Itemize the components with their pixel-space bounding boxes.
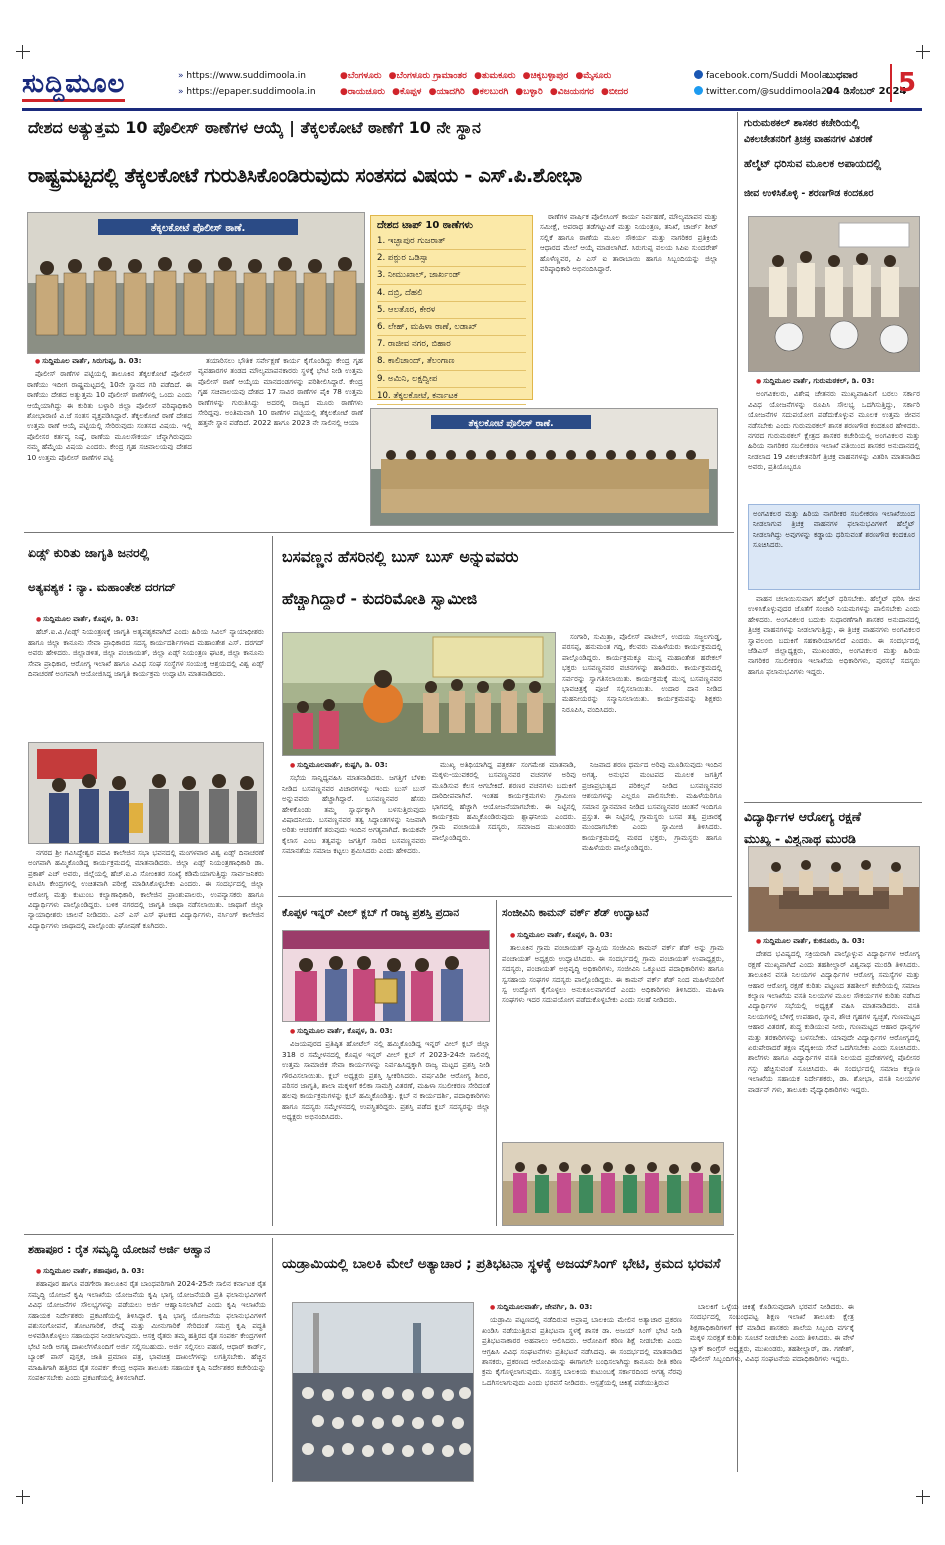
right1-headline-2: ಜೀವ ಉಳಿಸಿಕೊಳ್ಳಿ - ಶರಣಗೌಡ ಕಂದಕೂರ bbox=[744, 188, 874, 199]
right2-headline-1: ವಿದ್ಯಾರ್ಥಿಗಳ ಆರೋಗ್ಯ ರಕ್ಷಣೆ bbox=[744, 809, 861, 824]
sanjeevini-headline: ಸಂಜೀವಿನಿ ಕಾಮನ್ ವರ್ಕ್ ಶೆಡ್ ಉದ್ಘಾಟನೆ bbox=[502, 907, 649, 919]
police-lineup-illustration bbox=[371, 409, 718, 526]
koppal-body: ● ಸುದ್ದಿಮೂಲ ವಾರ್ತೆ, ಕೊಪ್ಪಳ, ಡಿ. 03: ವಿಜಯಪುರದ ಪ್ರತಿಷ್ಠಿತ ಹೋಟೆಲ್ ನಲ್ಲಿ ಹಮ್ಮಿಕೊಂಡಿದ್ದ ಇನ್ನರ್ ವೀಲ್ ಕ್ಲಬ್ ಜಿಲ್ಲಾ 318 ರ ಸಮ್ಮೇಳನದಲ್ಲಿ ಕೊಪ್ಪಳ ಇನ್ನರ್ ವೀಲ್ ಕ್ಲಬ್ ಗೆ 2023-24ನೇ ಸಾಲಿನಲ್ಲಿ ಉತ್ತಮ ಸಾಮಾಜಿಕ ಸೇವಾ ಕಾರ್ಯಗಳನ್ನು ನಿರ್ವಹಿಸಿದ್ದಕ್ಕಾಗಿ ರಾಜ್ಯ ಮಟ್ಟದ ಪ್ರಶಸ್ತಿ ನೀಡಿ ಗೌರವಿಸಲಾಯಿತು. ಕ್ಲಬ್ ಅಧ್ಯಕ್ಷರು ಪ್ರಶಸ್ತಿ ಸ್ವೀಕರಿಸಿದರು. ವರ್ಷವಿಡೀ ಆರೋಗ್ಯ ಶಿಬಿರ, ಪರಿಸರ ಜಾಗೃತಿ, ಶಾಲಾ ಮಕ್ಕಳಿಗೆ ಕಲಿಕಾ ಸಾಮಗ್ರಿ ವಿತರಣೆ, ಮಹಿಳಾ ಸಬಲೀಕರಣ ಸೇರಿದಂತೆ ಹಲವು ಕಾರ್ಯಕ್ರಮಗಳನ್ನು ಕ್ಲಬ್ ಹಮ್ಮಿಕೊಂಡಿತ್ತು. ಕ್ಲಬ್ ನ ಕಾರ್ಯದರ್ಶಿ, ಪದಾಧಿಕಾರಿಗಳು ಹಾಗೂ ಸದಸ್ಯರು ಸಮ್ಮೇಳನದಲ್ಲಿ ಉಪಸ್ಥಿತರಿದ್ದರು. ಪ್ರಶಸ್ತಿ ಪಡೆದ ಕ್ಲಬ್ ಸದಸ್ಯರನ್ನು ಜಿಲ್ಲಾ ಅಧ್ಯಕ್ಷರು ಅಭಿನಂದಿಸಿದರು. bbox=[282, 1026, 490, 1226]
sanjeevini-workshed-photo bbox=[502, 1142, 724, 1226]
protest-crowd-illustration bbox=[293, 1303, 474, 1482]
award-ceremony-illustration bbox=[283, 931, 490, 1022]
city-item: ●ವಿಜಯನಗರ bbox=[549, 87, 594, 97]
basava-headline-2: ಹೆಚ್ಚಾಗಿದ್ದಾರೆ - ಕುದರಿಮೋತಿ ಸ್ವಾಮೀಜಿ bbox=[282, 590, 478, 608]
list-item: 9. ಅಮಿನಿ, ಲಕ್ಷದ್ವೀಪ bbox=[377, 371, 526, 388]
right2-body: ● ಸುದ್ದಿಮೂಲ ವಾರ್ತೆ, ಕುಕನೂರು, ಡಿ. 03: ದೇಶದ ಭವಿಷ್ಯದಲ್ಲಿ ಸಕ್ರಿಯರಾಗಿ ಪಾಲ್ಗೊಳ್ಳುವ ವಿದ್ಯಾರ್ಥಿಗಳ ಆರೋಗ್ಯ ರಕ್ಷಣೆ ಮುಖ್ಯವಾಗಿದೆ ಎಂದು ತಹಶೀಲ್ದಾರ್ ವಿಶ್ವನಾಥ ಮುರಡಿ ತಿಳಿಸಿದರು. ತಾಲೂಕಿನ ವಸತಿ ನಿಲಯಗಳ ವಿದ್ಯಾರ್ಥಿಗಳ ಆರೋಗ್ಯ ಸಮಸ್ಯೆಗಳ ಮತ್ತು ಆಹಾರ ಆರೋಗ್ಯ ರಕ್ಷಣೆ ಕುರಿತು ಪಟ್ಟಣದ ತಹಶೀಲ್ ಕಚೇರಿಯಲ್ಲಿ ಸಮಾಜ ಕಲ್ಯಾಣ ಇಲಾಖೆಯ ವಸತಿ ನಿಲಯಗಳ ಮೂಲ ಸೌಕರ್ಯಗಳ ಕುರಿತು ನಡೆಸಿದ ವಿದ್ಯಾರ್ಥಿಗಳ ಸಭೆಯಲ್ಲಿ ಅಧ್ಯಕ್ಷತೆ ವಹಿಸಿ ಮಾತನಾಡಿದರು. ವಸತಿ ನಿಲಯಗಳಲ್ಲಿ ಬೆಳಿಗ್ಗೆ ಉಪಹಾರ, ಸ್ನಾನ, ಶೌಚ ಗೃಹಗಳ ಸ್ವಚ್ಛತೆ, ಗುಣಮಟ್ಟದ ಆಹಾರ ವಿತರಣೆ, ಶುದ್ಧ ಕುಡಿಯುವ ನೀರು, ಗುಣಮಟ್ಟದ ಆಹಾರ ಧಾನ್ಯಗಳ ಮತ್ತು ತರಕಾರಿಗಳನ್ನು ಬಳಸಬೇಕು. ಯಾವುದೇ ವಿದ್ಯಾರ್ಥಿಗಳ ಆರೋಗ್ಯದಲ್ಲಿ ಏರುಪೇರಾದರೆ ತಕ್ಷಣ ವೈದ್ಯಕೀಯ ಸೇವೆ ಒದಗಿಸಬೇಕು ಎಂದು ಸೂಚಿಸಿದರು. ಶಾಲೆಗಳು ಹಾಗೂ ವಿದ್ಯಾರ್ಥಿಗಳ ವಸತಿ ನಿಲಯದ ಪ್ರದೇಶಗಳಲ್ಲಿ ಪೊಲೀಸರ ಗಸ್ತು ಹೆಚ್ಚಿಸುವಂತೆ ಸೂಚಿಸಿದರು. ಈ ಸಂದರ್ಭದಲ್ಲಿ ಸಮಾಜ ಕಲ್ಯಾಣ ಇಲಾಖೆಯ ಸಹಾಯಕ ನಿರ್ದೇಶಕರು, ಡಾ. ಶೋಭಾ, ವಸತಿ ನಿಲಯಗಳ ವಾರ್ಡನ್ ಗಳು, ತಾಲೂಕು ವೈದ್ಯಾಧಿಕಾರಿಗಳು ಇದ್ದರು. bbox=[748, 936, 920, 1234]
city-item: ●ಬೆಂಗಳೂರು ಗ್ರಾಮಾಂತರ bbox=[388, 71, 467, 81]
tricycle-illustration bbox=[749, 217, 920, 372]
column-divider-middle bbox=[496, 900, 497, 1226]
helmet-highlight-box: ಅಂಗವಿಕಲರ ಮತ್ತು ಹಿರಿಯ ನಾಗರೀಕರ ಸಬಲೀಕರಣ ಇಲಾಖೆಯಿಂದ ನೀಡಲಾಗುವ ತ್ರಿಚಕ್ರ ವಾಹನಗಳ ಫಲಾನುಭವಿಗಳಿಗೆ ಹೆಲ್ಮೆಟ್ ನೀಡಲಾಗಿದ್ದು ಅವುಗಳನ್ನು ಕಡ್ಡಾಯ ಧರಿಸುವಂತೆ ಶರಣಗೌಡ ಕಂದಕೂರ ಸೂಚಿಸಿದರು. bbox=[748, 504, 920, 590]
right1-headline-1: ಹೆಲ್ಮೆಟ್ ಧರಿಸುವ ಮೂಲಕ ಅಪಾಯದಲ್ಲಿ bbox=[744, 158, 882, 170]
issue-day: ಬುಧವಾರ bbox=[826, 70, 858, 81]
right1-kicker: ಗುರುಮಠಕಲ್ ಶಾಸಕರ ಕಚೇರಿಯಲ್ಲಿ bbox=[744, 118, 860, 129]
lead-column-1: ● ಸುದ್ದಿಮೂಲ ವಾರ್ತೆ, ಸಿರುಗುಪ್ಪ, ಡಿ. 03: ಪೊಲೀಸ್ ಠಾಣೆಗಳ ಪಟ್ಟಿಯಲ್ಲಿ ತಾಲೂಕಿನ ತೆಕ್ಕಲಕೋಟೆ ಪೊಲೀಸ್ ಠಾಣೆಯು ಇದೀಗ ರಾಷ್ಟ್ರಮಟ್ಟದಲ್ಲಿ 10ನೇ ಸ್ಥಾನದ ಗರಿ ಪಡೆದಿದೆ. ಈ ಠಾಣೆಯು ದೇಶದ ಅತ್ಯುತ್ತಮ 10 ಪೊಲೀಸ್ ಠಾಣೆಗಳಲ್ಲಿ ಒಂದು ಎಂದು ಆಯ್ಕೆಯಾಗಿದ್ದು ಈ ಕುರಿತು ಬಳ್ಳಾರಿ ಜಿಲ್ಲಾ ಪೊಲೀಸ್ ವರಿಷ್ಠಾಧಿಕಾರಿ ಶೋಭಾರಾಣಿ ವಿ.ಜೆ ಸಂತಸ ವ್ಯಕ್ತಪಡಿಸಿದ್ದಾರೆ. ತೆಕ್ಕಲಕೋಟೆ ಠಾಣೆ ದೇಶದ ಉತ್ತಮ ಠಾಣೆ ಆಯ್ಕೆ ಪಟ್ಟಿಯಲ್ಲಿ ಸೇರಿರುವುದು ಸಂತಸದ ವಿಷಯ. ಇಲ್ಲಿ ಪೊಲೀಸರ ಕರ್ತವ್ಯ ನಿಷ್ಠೆ, ಠಾಣೆಯ ಮೂಲಸೌಕರ್ಯ ಚೆನ್ನಾಗಿರುವುದು ನಮ್ಮ ಹೆಮ್ಮೆಯ ವಿಷಯ ಎಂದರು. ಕೇಂದ್ರ ಗೃಹ ಸಚಿವಾಲಯವು ದೇಶದ 10 ಉತ್ತಮ ಪೊಲೀಸ್ ಠಾಣೆಗಳ ಪಟ್ಟಿ bbox=[27, 356, 192, 526]
city-item: ●ಬೀದರ bbox=[601, 87, 629, 97]
column-divider-left bbox=[272, 536, 273, 1226]
aids-event-illustration bbox=[29, 743, 264, 844]
police-station-photo-1 bbox=[27, 212, 365, 354]
twitter-link[interactable]: twitter.com/@suddimoola22 bbox=[694, 84, 833, 100]
social-links bbox=[694, 68, 833, 100]
masthead-rule bbox=[22, 108, 922, 111]
koppal-headline: ಕೊಪ್ಪಳ ಇನ್ನರ್ ವೀಲ್ ಕ್ಲಬ್ ಗೆ ರಾಜ್ಯ ಪ್ರಶಸ್ತಿ ಪ್ರದಾನ bbox=[282, 907, 460, 919]
list-item: 5. ಆಲತೊರ, ಕೇರಳ bbox=[377, 302, 526, 319]
epaper-link[interactable]: » https://epaper.suddimoola.in bbox=[178, 84, 316, 100]
right1-byline: ● ಸುದ್ದಿಮೂಲ ವಾರ್ತೆ, ಗುರುಮಠಕಲ್, ಡಿ. 03: bbox=[756, 376, 874, 385]
lead-byline: ● ಸುದ್ದಿಮೂಲ ವಾರ್ತೆ, ಸಿರುಗುಪ್ಪ, ಡಿ. 03: bbox=[35, 356, 142, 365]
aids-headline-2: ಅತ್ಯವಶ್ಯಕ : ನ್ಯಾ. ಮಹಾಂತೇಶ ದರಗದ್ bbox=[28, 580, 176, 594]
list-item: 8. ಕಾಲಿಚಾಂದ್, ತೆಲಂಗಾಣ bbox=[377, 353, 526, 370]
list-item: 4. ದಬ್ರಿ, ದೆಹಲಿ bbox=[377, 285, 526, 302]
innerwheel-award-photo bbox=[282, 930, 490, 1022]
right2-byline: ● ಸುದ್ದಿಮೂಲ ವಾರ್ತೆ, ಕುಕನೂರು, ಡಿ. 03: bbox=[756, 936, 865, 945]
aids-body: ● ಸುದ್ದಿಮೂಲ ವಾರ್ತೆ, ಕೊಪ್ಪಳ, ಡಿ. 03: ಹೆಚ್.ಐ.ವಿ./ಏಡ್ಸ್ ನಿಯಂತ್ರಣಕ್ಕೆ ಜಾಗೃತಿ ಅತ್ಯವಶ್ಯಕವಾಗಿದೆ ಎಂದು ಹಿರಿಯ ಸಿವಿಲ್ ನ್ಯಾಯಾಧೀಶರು ಹಾಗೂ ಜಿಲ್ಲಾ ಕಾನೂನು ಸೇವಾ ಪ್ರಾಧಿಕಾರದ ಸದಸ್ಯ ಕಾರ್ಯದರ್ಶಿಗಳಾದ ಮಹಾಂತೇಶ ಎಸ್. ದರಗದ್ ಅವರು ಹೇಳಿದರು. ಜಿಲ್ಲಾಡಳಿತ, ಜಿಲ್ಲಾ ಪಂಚಾಯತ್, ಜಿಲ್ಲಾ ಏಡ್ಸ್ ನಿಯಂತ್ರಣ ಘಟಕ, ಜಿಲ್ಲಾ ಕಾನೂನು ಸೇವಾ ಪ್ರಾಧಿಕಾರ, ಆರೋಗ್ಯ ಇಲಾಖೆ ಹಾಗೂ ವಿವಿಧ ಸಂಘ ಸಂಸ್ಥೆಗಳ ಸಂಯುಕ್ತ ಆಶ್ರಯದಲ್ಲಿ ವಿಶ್ವ ಏಡ್ಸ್ ದಿನಾಚರಣೆ ಅಂಗವಾಗಿ ಆಯೋಜಿಸಿದ್ದ ಜಾಗೃತಿ ಕಾರ್ಯಕ್ರಮ ಉದ್ಘಾಟಿಸಿ ಮಾತನಾಡಿದರು. bbox=[28, 614, 264, 740]
lead-bottom-divider bbox=[24, 532, 734, 533]
top10-list bbox=[377, 233, 526, 405]
right-divider-1 bbox=[744, 802, 922, 803]
basava-byline: ● ಸುದ್ದಿಮೂಲವಾರ್ತೆ, ಕುಷ್ಟಗಿ, ಡಿ. 03: bbox=[290, 760, 388, 769]
sanjeevini-byline: ● ಸುದ್ದಿಮೂಲ ವಾರ್ತೆ, ಕೊಪ್ಪಳ, ಡಿ. 03: bbox=[510, 930, 612, 939]
city-item: ●ಬಳ್ಳಾರಿ bbox=[515, 87, 543, 97]
police-group-illustration bbox=[28, 213, 365, 354]
city-item: ●ರಾಯಚೂರು bbox=[340, 87, 385, 97]
city-item: ●ತುಮಕೂರು bbox=[474, 71, 516, 81]
program-stage-illustration bbox=[283, 633, 556, 756]
basava-column-b: ಮುಖ್ಯ ಅತಿಥಿಯಾಗಿದ್ದ ಪತ್ರಕರ್ತ ಸಂಗಮೇಶ ಮಾತನಾಡಿ, ಮಕ್ಕಳು-ಯುವಕರಲ್ಲಿ ಬಸವಣ್ಣನವರ ವಚನಗಳ ಅರಿವು ಮೂಡಿಸುವ ಕೆಲಸ ಆಗಬೇಕಿದೆ. ಶರಣರ ವಚನಗಳು ಬದುಕಿಗೆ ದಾರಿದೀಪವಾಗಿವೆ. ಇಂತಹ ಕಾರ್ಯಕ್ರಮಗಳು ಗ್ರಾಮೀಣ ಭಾಗದಲ್ಲಿ ಹೆಚ್ಚಾಗಿ ಆಯೋಜನೆಯಾಗಬೇಕು. ಈ ನಿಟ್ಟಿನಲ್ಲಿ ಕಾರ್ಯಕ್ರಮ ಹಮ್ಮಿಕೊಂಡಿರುವುದು ಶ್ಲಾಘನೀಯ ಎಂದರು. ಗ್ರಾಮ ಪಂಚಾಯತಿ ಸದಸ್ಯರು, ಸಮಾಜದ ಮುಖಂಡರು ಪಾಲ್ಗೊಂಡಿದ್ದರು. bbox=[432, 760, 576, 842]
edition-cities bbox=[340, 68, 680, 100]
lead-kicker: ದೇಶದ ಅತ್ಯುತ್ತಮ 10 ಪೊಲೀಸ್ ಠಾಣೆಗಳ ಆಯ್ಕೆ | ತೆಕ್ಕಲಕೋಟೆ ಠಾಣೆಗೆ 10 ನೇ ಸ್ಥಾನ bbox=[28, 118, 481, 137]
list-item: 7. ರಾಜೀವ ನಗರ, ಬಿಹಾರ bbox=[377, 336, 526, 353]
column-divider-bottom bbox=[272, 1238, 273, 1482]
list-item: 6. ಲೇಹ್, ಮಹಿಳಾ ಠಾಣೆ, ಲಡಾಖ್ bbox=[377, 319, 526, 336]
city-item: ●ಮೈಸೂರು bbox=[575, 71, 612, 81]
right1-body: ● ಸುದ್ದಿಮೂಲ ವಾರ್ತೆ, ಗುರುಮಠಕಲ್, ಡಿ. 03: ಅಂಗವಿಕಲರು, ವಿಶೇಷ ಚೇತನರು ಮುಖ್ಯವಾಹಿನಿಗೆ ಬರಲು ಸರ್ಕಾರ ವಿವಿಧ ಯೋಜನೆಗಳನ್ನು ರೂಪಿಸಿ ಸೌಲಭ್ಯ ಒದಗಿಸುತ್ತಿದ್ದು, ಸರ್ಕಾರಿ ಯೋಜನೆಗಳ ಸದುಪಯೋಗ ಪಡೆದುಕೊಳ್ಳುವ ಮೂಲಕ ಉತ್ತಮ ಜೀವನ ನಡೆಸಬೇಕು ಎಂದು ಗುರುಮಠಕಲ್ ಶಾಸಕ ಶರಣಗೌಡ ಕಂದಕೂರ ಹೇಳಿದರು. ನಗರದ ಗುರುಮಠಕಲ್ ಕ್ಷೇತ್ರದ ಶಾಸಕರ ಕಚೇರಿಯಲ್ಲಿ ಅಂಗವಿಕಲರ ಮತ್ತು ಹಿರಿಯ ನಾಗರಿಕರ ಸಬಲೀಕರಣ ಇಲಾಖೆ ವತಿಯಿಂದ ಶಾಸಕರ ಅನುದಾನದಲ್ಲಿ ನೀಡಲಾದ 19 ವಿಕಲಚೇತನರಿಗೆ ತ್ರಿಚಕ್ರ ವಾಹನಗಳನ್ನು ವಿತರಿಸಿ ಮಾತನಾಡಿದ ಅವರು, ಪ್ರತಿಯೊಬ್ಬರೂ bbox=[748, 376, 920, 502]
meeting-illustration bbox=[749, 847, 920, 932]
city-item: ●ಚಿಕ್ಕಬಳ್ಳಾಪುರ bbox=[522, 71, 569, 81]
twitter-icon bbox=[694, 86, 703, 95]
crop-mark-top-right bbox=[916, 45, 930, 59]
aids-body-2: ನಗರದ ಶ್ರೀ ಗವಿಸಿದ್ಧೇಶ್ವರ ಪದವಿ ಕಾಲೇಜಿನ ಸಭಾ ಭವನದಲ್ಲಿ ಮಂಗಳವಾರ ವಿಶ್ವ ಏಡ್ಸ್ ದಿನಾಚರಣೆ ಅಂಗವಾಗಿ ಹಮ್ಮಿಕೊಂಡಿದ್ದ ಕಾರ್ಯಕ್ರಮದಲ್ಲಿ ಮಾತನಾಡಿದರು. ಜಿಲ್ಲಾ ಏಡ್ಸ್ ನಿಯಂತ್ರಣಾಧಿಕಾರಿ ಡಾ. ಪ್ರಕಾಶ್ ಎಚ್ ಅವರು, ಜಿಲ್ಲೆಯಲ್ಲಿ ಹೆಚ್.ಐ.ವಿ ಸೋಂಕಿತರ ಸಂಖ್ಯೆ ಕಡಿಮೆಯಾಗುತ್ತಿದ್ದು ಸಾರ್ವಜನಿಕರು ಐಸಿಟಿಸಿ ಕೇಂದ್ರಗಳಲ್ಲಿ ಉಚಿತವಾಗಿ ಪರೀಕ್ಷೆ ಮಾಡಿಸಿಕೊಳ್ಳಬೇಕು ಎಂದರು. ಈ ಸಂದರ್ಭದಲ್ಲಿ ಜಿಲ್ಲಾ ಆರೋಗ್ಯ ಮತ್ತು ಕುಟುಂಬ ಕಲ್ಯಾಣಾಧಿಕಾರಿ, ಕಾಲೇಜಿನ ಪ್ರಾಂಶುಪಾಲರು, ಉಪನ್ಯಾಸಕರು ಹಾಗೂ ವಿದ್ಯಾರ್ಥಿಗಳು ಪಾಲ್ಗೊಂಡಿದ್ದರು. ಬಳಿಕ ನಗರದಲ್ಲಿ ಜಾಗೃತಿ ಜಾಥಾ ನಡೆಸಲಾಯಿತು. ಜಾಥಾಗೆ ಜಿಲ್ಲಾ ನ್ಯಾಯಾಧೀಶರು ಚಾಲನೆ ನೀಡಿದರು. ಎನ್ ಎಸ್ ಎಸ್ ಘಟಕದ ವಿದ್ಯಾರ್ಥಿಗಳು, ನರ್ಸಿಂಗ್ ಕಾಲೇಜಿನ ವಿದ್ಯಾರ್ಥಿಗಳು ಜಾಥಾದಲ್ಲಿ ಪಾಲ್ಗೊಂಡು ಘೋಷಣೆ ಕೂಗಿದರು. bbox=[28, 848, 264, 930]
basava-side-column: ಸಂಗಾರಿ, ಸುಮಿತ್ರಾ, ಪೊಲೀಸ್ ಪಾಟೀಲ್, ಉದಯ ಸಜ್ಜಲಗುಡ್ಡ, ಪರಸಪ್ಪ, ಹನುಮಂತ ಗದ್ದಿ, ಕೆಲವರು ಮಹಿಳೆಯರು ಕಾರ್ಯಕ್ರಮದಲ್ಲಿ ಪಾಲ್ಗೊಂಡಿದ್ದರು. ಕಾರ್ಯಕ್ರಮಕ್ಕೂ ಮುನ್ನ ಮಹಾಂತೇಶ ಹರೇಕಲ್ ಭಕ್ತರು ಬಸವಣ್ಣನವರ ವಚನಗಳನ್ನು ಹಾಡಿದರು. ಕಾರ್ಯಕ್ರಮದಲ್ಲಿ ಸರ್ವರನ್ನು ಸ್ವಾಗತಿಸಲಾಯಿತು. ಕಾರ್ಯಕ್ರಮಕ್ಕೆ ಮುನ್ನ ಬಸವಣ್ಣನವರ ಭಾವಚಿತ್ರಕ್ಕೆ ಪೂಜೆ ಸಲ್ಲಿಸಲಾಯಿತು. ಉದಾರ ದಾನ ನೀಡಿದ ಮಹನೀಯರನ್ನು ಸನ್ಮಾನಿಸಲಾಯಿತು. ಕಾರ್ಯಕ್ರಮವನ್ನು ಶಿಕ್ಷಕರು ನಿರೂಪಿಸಿ, ವಂದಿಸಿದರು. bbox=[562, 632, 722, 714]
lead-column-2: ತಯಾರಿಸಲು ಭೌತಿಕ ಸರ್ವೇಕ್ಷಣೆ ಕಾರ್ಯ ಕೈಗೊಂಡಿದ್ದು ಕೇಂದ್ರ ಗೃಹ ವ್ಯವಹಾರಗಳ ತಂಡದ ಮೌಲ್ಯಮಾಪನಕಾರರು ಸ್ಥಳಕ್ಕೆ ಭೇಟಿ ನೀಡಿ ಉತ್ತಮ ಪೊಲೀಸ್ ಠಾಣೆ ಆಯ್ಕೆಯ ಮಾನದಂಡಗಳನ್ನು ಪರಿಶೀಲಿಸಿದ್ದಾರೆ. ಕೇಂದ್ರ ಗೃಹ ಸಚಿವಾಲಯವು ದೇಶದ 17 ಸಾವಿರ ಠಾಣೆಗಳ ಪೈಕಿ 78 ಉತ್ತಮ ಠಾಣೆಗಳನ್ನು ಗುರುತಿಸಿದ್ದು ಅದರಲ್ಲಿ ರಾಜ್ಯದ ಮೂರು ಠಾಣೆಗಳು ಸೇರಿದ್ದವು. ಅಂತಿಮವಾಗಿ 10 ಠಾಣೆಗಳ ಪಟ್ಟಿಯಲ್ಲಿ ತೆಕ್ಕಲಕೋಟೆ ಠಾಣೆ ಹತ್ತನೇ ಸ್ಥಾನ ಪಡೆದಿದೆ. 2022 ಹಾಗೂ 2023 ನೇ ಸಾಲಿನಲ್ಲಿ ಆಯಾ bbox=[198, 356, 363, 428]
sanjeevini-body: ● ಸುದ್ದಿಮೂಲ ವಾರ್ತೆ, ಕೊಪ್ಪಳ, ಡಿ. 03: ತಾಲೂಕಿನ ಗ್ರಾಮ ಪಂಚಾಯತ್ ವ್ಯಾಪ್ತಿಯ ಸಂಜೀವಿನಿ ಕಾಮನ್ ವರ್ಕ್ ಶೆಡ್ ಅನ್ನು ಗ್ರಾಮ ಪಂಚಾಯತ್ ಅಧ್ಯಕ್ಷರು ಉದ್ಘಾಟಿಸಿದರು. ಈ ಸಂದರ್ಭದಲ್ಲಿ ಗ್ರಾಮ ಪಂಚಾಯತ್ ಉಪಾಧ್ಯಕ್ಷರು, ಸದಸ್ಯರು, ಪಂಚಾಯತ್ ಅಭಿವೃದ್ಧಿ ಅಧಿಕಾರಿಗಳು, ಸಂಜೀವಿನಿ ಒಕ್ಕೂಟದ ಪದಾಧಿಕಾರಿಗಳು ಹಾಗೂ ಸ್ವಸಹಾಯ ಸಂಘಗಳ ಸದಸ್ಯರು ಪಾಲ್ಗೊಂಡಿದ್ದರು. ಈ ಕಾಮನ್ ವರ್ಕ್ ಶೆಡ್ ನಿಂದ ಮಹಿಳೆಯರಿಗೆ ಸ್ವ ಉದ್ಯೋಗ ಕೈಗೊಳ್ಳಲು ಅನುಕೂಲವಾಗಲಿದೆ ಎಂದು ಅಧಿಕಾರಿಗಳು ತಿಳಿಸಿದರು. ಮಹಿಳಾ ಸಂಘಗಳು ಇದರ ಸದುಪಯೋಗ ಪಡೆದುಕೊಳ್ಳಬೇಕು ಎಂದು ಸಲಹೆ ನೀಡಿದರು. bbox=[502, 930, 724, 1138]
lead-headline: ರಾಷ್ಟ್ರಮಟ್ಟದಲ್ಲಿ ತೆಕ್ಕಲಕೋಟೆ ಗುರುತಿಸಿಕೊಂಡಿರುವುದು ಸಂತಸದ ವಿಷಯ - ಎಸ್.ಪಿ.ಶೋಭಾ bbox=[28, 164, 582, 187]
right1-kicker-2: ವಿಕಲಚೇತನರಿಗೆ ತ್ರಿಚಕ್ರ ವಾಹನಗಳ ವಿತರಣೆ bbox=[744, 134, 873, 145]
lower-divider bbox=[24, 1234, 734, 1235]
photo1-sign-text: ತೆಕ್ಕಲಕೋಟೆ ಪೊಲೀಸ್ ಠಾಣೆ. bbox=[150, 223, 246, 234]
cities-row-1 bbox=[340, 68, 680, 84]
right2-headline-2: ಮುಖ್ಯ - ವಿಶ್ವನಾಥ ಮುರಡಿ bbox=[744, 831, 856, 846]
city-item: ●ಬೆಂಗಳೂರು bbox=[340, 71, 382, 81]
yadrami-headline: ಯಡ್ರಾಮಿಯಲ್ಲಿ ಬಾಲಕಿ ಮೇಲೆ ಅತ್ಯಾಚಾರ ; ಪ್ರತಿಭಟನಾ ಸ್ಥಳಕ್ಕೆ ಅಜಯ್‌ಸಿಂಗ್ ಭೇಟಿ, ಕ್ರಮದ ಭರವಸೆ bbox=[282, 1256, 721, 1272]
facebook-icon bbox=[694, 70, 703, 79]
newspaper-logo[interactable]: ಸುದ್ದಿಮೂಲ bbox=[22, 66, 172, 102]
issue-date-text: 04 ಡಿಸೆಂಬರ್ 2024 bbox=[826, 86, 907, 97]
shahapur-byline: ● ಸುದ್ದಿಮೂಲ ವಾರ್ತೆ, ಶಹಾಪೂರ, ಡಿ. 03: bbox=[36, 1266, 144, 1275]
yadrami-column-1: ● ಸುದ್ದಿಮೂಲವಾರ್ತೆ, ಜೇವರ್ಗಿ, ಡಿ. 03: ಯಡ್ರಾಮಿ ಪಟ್ಟಣದಲ್ಲಿ ನಡೆದಿರುವ ಅಪ್ರಾಪ್ತ ಬಾಲಕಿಯ ಮೇಲಿನ ಅತ್ಯಾಚಾರ ಪ್ರಕರಣ ಖಂಡಿಸಿ ನಡೆಯುತ್ತಿರುವ ಪ್ರತಿಭಟನಾ ಸ್ಥಳಕ್ಕೆ ಶಾಸಕ ಡಾ. ಅಜಯ್ ಸಿಂಗ್ ಭೇಟಿ ನೀಡಿ ಪ್ರತಿಭಟನಾಕಾರರ ಅಹವಾಲು ಆಲಿಸಿದರು. ಆರೋಪಿಗೆ ಕಠಿಣ ಶಿಕ್ಷೆ ನೀಡಬೇಕು ಎಂದು ಆಗ್ರಹಿಸಿ ವಿವಿಧ ಸಂಘಟನೆಗಳು ಪ್ರತಿಭಟನೆ ನಡೆಸಿದವು. ಈ ಸಂದರ್ಭದಲ್ಲಿ ಮಾತನಾಡಿದ ಶಾಸಕರು, ಪ್ರಕರಣದ ಆರೋಪಿಯನ್ನು ಈಗಾಗಲೇ ಬಂಧಿಸಲಾಗಿದ್ದು ಕಾನೂನು ರೀತಿ ಕಠಿಣ ಕ್ರಮ ಕೈಗೊಳ್ಳಲಾಗುವುದು. ಸಂತ್ರಸ್ತ ಬಾಲಕಿಯ ಕುಟುಂಬಕ್ಕೆ ಸರ್ಕಾರದಿಂದ ಅಗತ್ಯ ನೆರವು ಒದಗಿಸಲಾಗುವುದು ಎಂದು ಭರವಸೆ ನೀಡಿದರು. ಆಸ್ಪತ್ರೆಯಲ್ಲಿ ಚಿಕಿತ್ಸೆ ಪಡೆಯುತ್ತಿರುವ bbox=[482, 1302, 682, 1482]
list-item: 3. ನೀಮುಖಾಲ್, ಜಾರ್ಖಂಡ್ bbox=[377, 267, 526, 284]
aids-awareness-photo bbox=[28, 742, 264, 844]
crop-mark-top-left bbox=[16, 45, 30, 59]
website-link[interactable]: » https://www.suddimoola.in bbox=[178, 68, 316, 84]
yadrami-byline: ● ಸುದ್ದಿಮೂಲವಾರ್ತೆ, ಜೇವರ್ಗಿ, ಡಿ. 03: bbox=[490, 1302, 592, 1311]
crop-mark-bottom-left bbox=[16, 1490, 30, 1504]
protest-photo bbox=[292, 1302, 474, 1482]
police-station-photo-2 bbox=[370, 408, 718, 526]
website-links bbox=[178, 68, 316, 100]
top10-title: ದೇಶದ ಟಾಪ್ 10 ಠಾಣೆಗಳು bbox=[377, 220, 473, 231]
city-item: ●ಕಲಬುರಗಿ bbox=[471, 87, 509, 97]
basava-headline-1: ಬಸವಣ್ಣನ ಹೆಸರಿನಲ್ಲಿ ಬುಸ್ ಬುಸ್ ಅನ್ನುವವರು bbox=[282, 548, 519, 566]
list-item: 10. ತೆಕ್ಕಲಕೋಟೆ, ಕರ್ನಾಟಕ bbox=[377, 388, 526, 405]
lead-column-3: ಠಾಣೆಗಳ ವಾರ್ಷಿಕ ಪೊಲೀಸಿಂಗ್ ಕಾರ್ಯ ನಿರ್ವಹಣೆ, ಮೌಲ್ಯಮಾಪನ ಮತ್ತು ಸಮೀಕ್ಷೆ, ಅಪರಾಧ ತಡೆಗಟ್ಟುವಿಕೆ ಮತ್ತು ನಿಯಂತ್ರಣ, ತನಿಖೆ, ಚಾರ್ಜ್ ಶೀಟ್ ಸಲ್ಲಿಕೆ ಹಾಗೂ ಠಾಣೆಯ ಮೂಲ ಸೌಕರ್ಯ ಮತ್ತು ನಾಗರಿಕರ ಪ್ರತಿಕ್ರಿಯೆ ಆಧಾರದ ಮೇಲೆ ಆಯ್ಕೆ ಮಾಡಲಾಗಿದೆ. ಸಿರುಗುಪ್ಪ ವಲಯ ಸಿಪಿಐ ಸುಂದರೇಶ್ ಹೊಳೆಣ್ಣವರ, ಪಿ ಎಸ್ ಐ ತಾರಾಬಾಯಿ ಹಾಗೂ ಸಿಬ್ಬಂದಿಯನ್ನು ಜಿಲ್ಲಾ ವರಿಷ್ಠಾಧಿಕಾರಿ ಅಭಿನಂದಿಸಿದ್ದಾರೆ. bbox=[540, 212, 718, 274]
cities-row-2 bbox=[340, 84, 680, 100]
crop-mark-bottom-right bbox=[916, 1490, 930, 1504]
yadrami-column-2: ಬಾಲಕಿಗೆ ಒಳ್ಳೆಯ ಚಿಕಿತ್ಸೆ ಕೊಡಿಸುವುದಾಗಿ ಭರವಸೆ ನೀಡಿದರು. ಈ ಸಂದರ್ಭದಲ್ಲಿ ಸಂಬಂಧಪಟ್ಟ ಶಿಕ್ಷಣ ಇಲಾಖೆ ತಾಲೂಕು ಕ್ಷೇತ್ರ ಶಿಕ್ಷಣಾಧಿಕಾರಿಗಳಿಗೆ ಕರೆ ಮಾಡಿದ ಶಾಸಕರು ಶಾಲೆಯ ಸಿಬ್ಬಂದಿ ವರ್ಗಕ್ಕೆ ಮಕ್ಕಳ ಸುರಕ್ಷತೆ ಕುರಿತು ಸೂಚನೆ ನೀಡಬೇಕು ಎಂದು ತಿಳಿಸಿದರು. ಈ ವೇಳೆ ಬ್ಲಾಕ್ ಕಾಂಗ್ರೆಸ್ ಅಧ್ಯಕ್ಷರು, ಮುಖಂಡರು, ತಹಶೀಲ್ದಾರ್, ಡಾ. ಗಣೇಶ್, ಪೊಲೀಸ್ ಸಿಬ್ಬಂದಿಗಳು, ವಿವಿಧ ಸಂಘಟನೆಯ ಪದಾಧಿಕಾರಿಗಳು ಇದ್ದರು. bbox=[690, 1302, 854, 1364]
city-item: ●ಕೊಪ್ಪಳ bbox=[392, 87, 422, 97]
right1-body-2: ವಾಹನ ಚಲಾಯಿಸುವಾಗ ಹೆಲ್ಮೆಟ್ ಧರಿಸಬೇಕು. ಹೆಲ್ಮೆಟ್ ಧರಿಸಿ ಜೀವ ಉಳಿಸಿಕೊಳ್ಳುವುದರ ಜೊತೆಗೆ ಸಂಚಾರಿ ನಿಯಮಗಳನ್ನು ಪಾಲಿಸಬೇಕು ಎಂದು ಹೇಳಿದರು. ಅಂಗವಿಕಲರ ಬದುಕು ಸುಧಾರಣೆಗಾಗಿ ಶಾಸಕರ ಅನುದಾನದಲ್ಲಿ ತ್ರಿಚಕ್ರ ವಾಹನಗಳನ್ನು ನೀಡಲಾಗುತ್ತಿದ್ದು, ಈ ತ್ರಿಚಕ್ರ ವಾಹನಗಳು ಅಂಗವಿಕಲರ ಸ್ವಾವಲಂಬಿ ಬದುಕಿಗೆ ಸಹಕಾರಿಯಾಗಲಿದೆ ಎಂದರು. ಈ ಸಂದರ್ಭದಲ್ಲಿ ಜೆಡಿಎಸ್ ಜಿಲ್ಲಾಧ್ಯಕ್ಷರು, ಮುಖಂಡರು, ಅಂಗವಿಕಲರ ಮತ್ತು ಹಿರಿಯ ನಾಗರಿಕರ ಸಬಲೀಕರಣ ಇಲಾಖೆಯ ಅಧಿಕಾರಿಗಳು, ಪುರಸಭೆ ಸದಸ್ಯರು ಹಾಗೂ ಫಲಾನುಭವಿಗಳು ಇದ್ದರು. bbox=[748, 594, 920, 676]
shahapur-headline: ಶಹಾಪೂರ : ರೈತ ಸಮೃದ್ಧಿ ಯೋಜನೆ ಅರ್ಜಿ ಆಹ್ವಾನ bbox=[28, 1243, 211, 1256]
koppal-byline: ● ಸುದ್ದಿಮೂಲ ವಾರ್ತೆ, ಕೊಪ್ಪಳ, ಡಿ. 03: bbox=[290, 1026, 392, 1035]
basava-program-photo bbox=[282, 632, 556, 756]
workshed-illustration bbox=[503, 1143, 724, 1226]
basava-column-a: ● ಸುದ್ದಿಮೂಲವಾರ್ತೆ, ಕುಷ್ಟಗಿ, ಡಿ. 03: ಸಭೆಯ ಸಾನ್ನಿಧ್ಯವಹಿಸಿ ಮಾತನಾಡಿದರು. ಜಗತ್ತಿಗೆ ಬೆಳಕು ನೀಡಿದ ಬಸವಣ್ಣನವರ ವಿಚಾರಗಳನ್ನು ಇಂದು ಬುಸ್ ಬುಸ್ ಅನ್ನುವವರು ಹೆಚ್ಚಾಗಿದ್ದಾರೆ. ಬಸವಣ್ಣನವರ ಹೆಸರು ಹೇಳಿಕೊಂಡು ತಮ್ಮ ಸ್ವಾರ್ಥಕ್ಕಾಗಿ ಬಳಸುತ್ತಿರುವುದು ವಿಷಾದನೀಯ. ಬಸವಣ್ಣನವರ ತತ್ವ ಸಿದ್ಧಾಂತಗಳನ್ನು ನಿಜವಾಗಿ ಅರಿತು ಆಚರಣೆಗೆ ತರುವುದು ಇಂದಿನ ಅಗತ್ಯವಾಗಿದೆ. ಕಾಯಕವೇ ಕೈಲಾಸ ಎಂಬ ತತ್ವವನ್ನು ಜಗತ್ತಿಗೆ ಸಾರಿದ ಬಸವಣ್ಣನವರು ಸಮಾನತೆಯ ಸಮಾಜ ಕಟ್ಟಲು ಶ್ರಮಿಸಿದರು ಎಂದು ಹೇಳಿದರು. bbox=[282, 760, 426, 892]
aids-headline-1: ಏಡ್ಸ್ ಕುರಿತು ಜಾಗೃತಿ ಜನರಲ್ಲಿ bbox=[28, 545, 150, 560]
page-number: 5 bbox=[890, 64, 922, 102]
city-item: ●ಯಾದಗಿರಿ bbox=[428, 87, 465, 97]
list-item: 1. ಇಚ್ಛಾಪುರ ಗುಜರಾತ್ bbox=[377, 233, 526, 250]
student-health-meeting-photo bbox=[748, 846, 920, 932]
shahapur-body: ● ಸುದ್ದಿಮೂಲ ವಾರ್ತೆ, ಶಹಾಪೂರ, ಡಿ. 03: ಶಹಾಪೂರ ಹಾಗೂ ವಡಗೇರಾ ತಾಲೂಕಿನ ರೈತ ಬಾಂಧವರಿಗಾಗಿ 2024-25ನೇ ಸಾಲಿನ ಕರ್ನಾಟಕ ರೈತ ಸಮೃದ್ಧಿ ಯೋಜನೆ ಕೃಷಿ ಇಲಾಖೆಯ ಯೋಜನೆಯ ಕೃಷಿ ಭಾಗ್ಯ ಯೋಜನೆಯಡಿ ಪ್ರತಿ ಫಲಾನುಭವಿಗಳಿಗೆ ವಿವಿಧ ಯೋಜನೆಗಳ ಸೌಲಭ್ಯಗಳನ್ನು ಪಡೆಯಲು ಅರ್ಜಿ ಆಹ್ವಾನಿಸಲಾಗಿದೆ ಎಂದು ಕೃಷಿ ಇಲಾಖೆಯ ಸಹಾಯಕ ನಿರ್ದೇಶಕರು ಪ್ರಕಟಣೆಯಲ್ಲಿ ತಿಳಿಸಿದ್ದಾರೆ. ಕೃಷಿ ಭಾಗ್ಯ ಯೋಜನೆಯ ಫಲಾನುಭವಿಗಳಿಗೆ ಪಶುಸಂಗೋಪನೆ, ತೋಟಗಾರಿಕೆ, ರೇಷ್ಮೆ ಮತ್ತು ಮೀನುಗಾರಿಕೆ ಸೇರಿದಂತೆ ಸಮಗ್ರ ಕೃಷಿ ಪದ್ಧತಿ ಅಳವಡಿಸಿಕೊಳ್ಳಲು ಸಹಾಯಧನ ನೀಡಲಾಗುವುದು. ಆಸಕ್ತ ರೈತರು ತಮ್ಮ ಹತ್ತಿರದ ರೈತ ಸಂಪರ್ಕ ಕೇಂದ್ರಗಳಿಗೆ ಭೇಟಿ ನೀಡಿ ಅಗತ್ಯ ದಾಖಲೆಗಳೊಂದಿಗೆ ಅರ್ಜಿ ಸಲ್ಲಿಸಬಹುದು. ಅರ್ಜಿ ಸಲ್ಲಿಸಲು ಪಹಣಿ, ಆಧಾರ್ ಕಾರ್ಡ್, ಬ್ಯಾಂಕ್ ಪಾಸ್ ಪುಸ್ತಕ, ಜಾತಿ ಪ್ರಮಾಣ ಪತ್ರ, ಭಾವಚಿತ್ರ ದಾಖಲೆಗಳನ್ನು ಲಗತ್ತಿಸಬೇಕು. ಹೆಚ್ಚಿನ ಮಾಹಿತಿಗಾಗಿ ಹತ್ತಿರದ ರೈತ ಸಂಪರ್ಕ ಕೇಂದ್ರ ಅಥವಾ ತಾಲೂಕು ಸಹಾಯಕ ಕೃಷಿ ನಿರ್ದೇಶಕರ ಕಚೇರಿಯನ್ನು ಸಂಪರ್ಕಿಸಬೇಕು ಎಂದು ಪ್ರಕಟಣೆಯಲ್ಲಿ ತಿಳಿಸಲಾಗಿದೆ. bbox=[28, 1266, 266, 1482]
aids-byline: ● ಸುದ್ದಿಮೂಲ ವಾರ್ತೆ, ಕೊಪ್ಪಳ, ಡಿ. 03: bbox=[36, 614, 138, 623]
list-item: 2. ಪಠ್ಪುರ ಒಡಿಸ್ಸಾ bbox=[377, 250, 526, 267]
top10-stations-box bbox=[370, 215, 533, 400]
masthead bbox=[22, 66, 922, 106]
basava-column-c: ನಿಜವಾದ ಶರಣ ಧರ್ಮದ ಅರಿವು ಮೂಡಿಸುವುದು ಇಂದಿನ ಅಗತ್ಯ. ಅನುಭವ ಮಂಟಪದ ಮೂಲಕ ಜಗತ್ತಿಗೆ ಪ್ರಜಾಪ್ರಭುತ್ವದ ಪರಿಕಲ್ಪನೆ ನೀಡಿದ ಬಸವಣ್ಣನವರ ಆಶಯಗಳನ್ನು ಎಲ್ಲರೂ ಪಾಲಿಸಬೇಕು. ಮಹಿಳೆಯರಿಗೂ ಸಮಾನ ಸ್ಥಾನಮಾನ ನೀಡಿದ ಬಸವಣ್ಣನವರ ಚಿಂತನೆ ಇಂದಿಗೂ ಪ್ರಸ್ತುತ. ಈ ನಿಟ್ಟಿನಲ್ಲಿ ಗ್ರಾಮಸ್ಥರು ಬಸವ ತತ್ವ ಪ್ರಚಾರಕ್ಕೆ ಮುಂದಾಗಬೇಕು ಎಂದು ಸ್ವಾಮೀಜಿ ತಿಳಿಸಿದರು. ಕಾರ್ಯಕ್ರಮದಲ್ಲಿ ಮಠದ ಭಕ್ತರು, ಗ್ರಾಮಸ್ಥರು ಹಾಗೂ ಮಹಿಳೆಯರು ಪಾಲ್ಗೊಂಡಿದ್ದರು. bbox=[582, 760, 722, 853]
tricycle-distribution-photo bbox=[748, 216, 920, 372]
basava-bottom-divider bbox=[278, 896, 732, 897]
facebook-link[interactable]: facebook.com/Suddi Moola bbox=[694, 68, 833, 84]
photo2-sign-text: ತೆಕ್ಕಲಕೋಟೆ ಪೊಲೀಸ್ ಠಾಣೆ. bbox=[468, 419, 554, 429]
